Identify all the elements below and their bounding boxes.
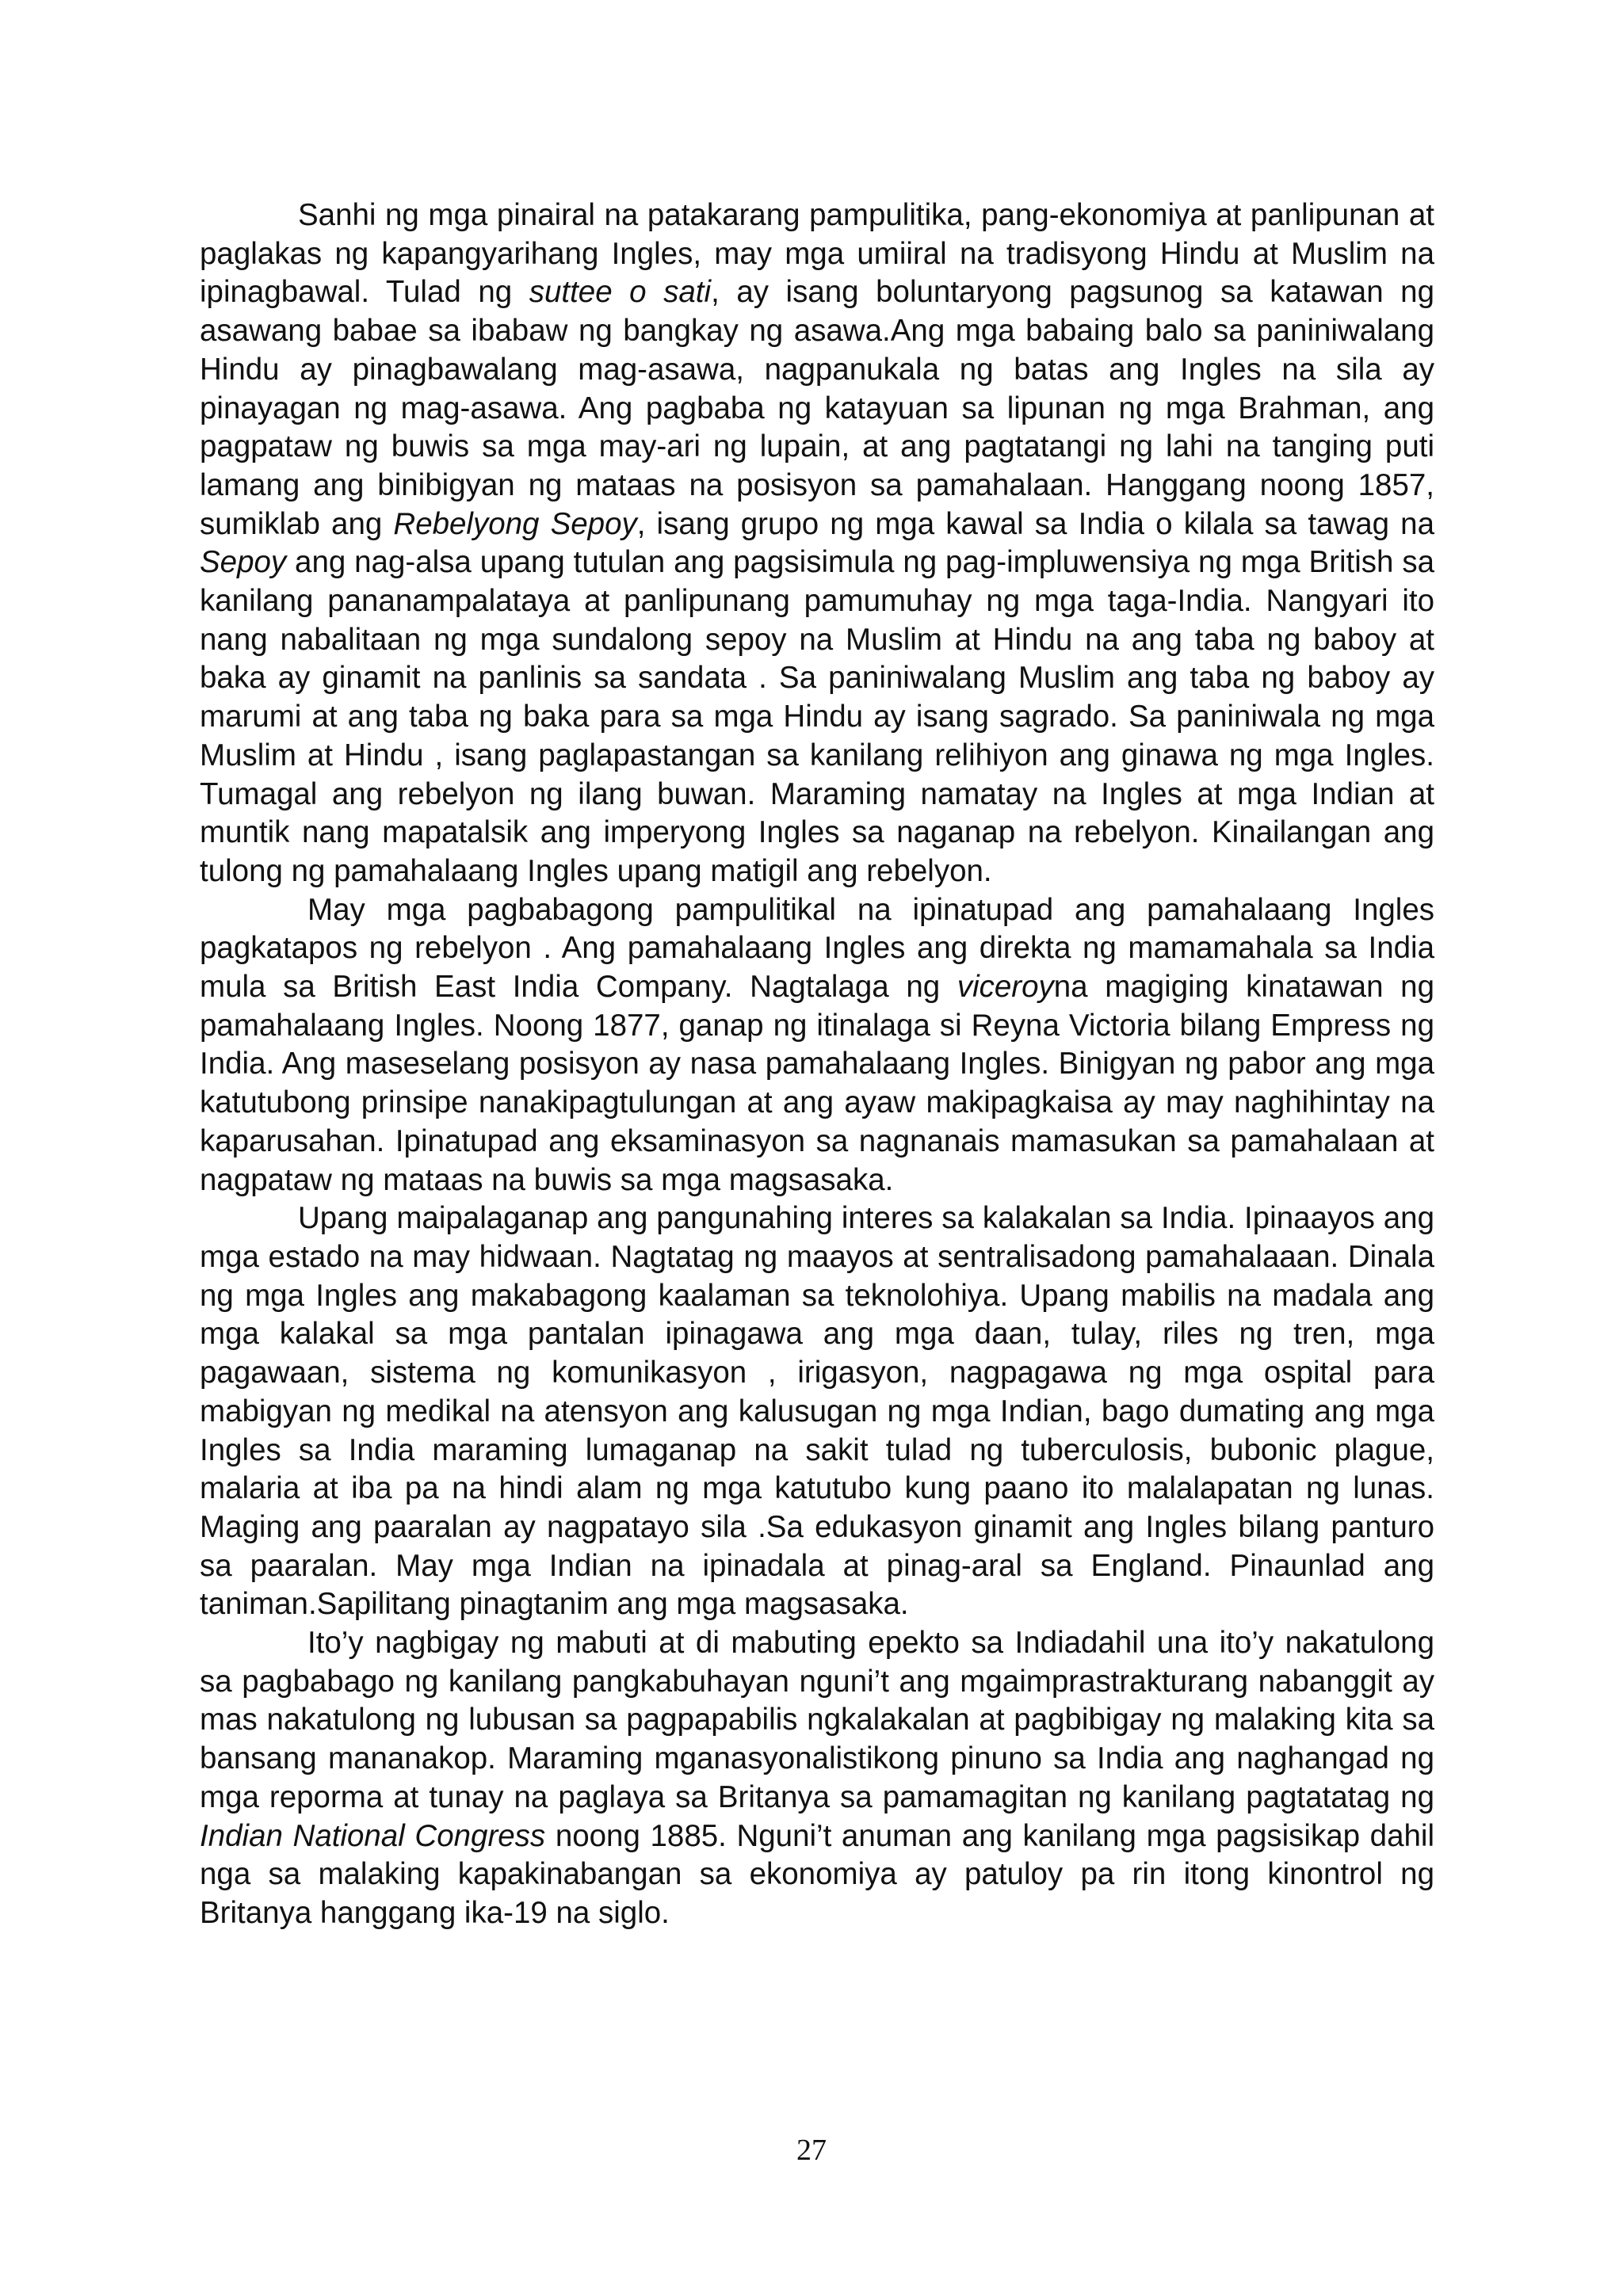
page-number: 27	[796, 2134, 827, 2167]
text-segment: Sanhi ng mga pinairal na patakarang pampulitika, pang-ekonomiya at panlipunan at paglakas ng kapangyarihang Ingles, may mga umiiral na tradisyong Hindu at Muslim na ipinagbawal. Tulad ng	[200, 198, 1434, 310]
text-segment: , ay isang boluntaryong pagsunog sa katawan ng asawang babae sa ibabaw ng bangkay ng asawa.Ang mga babaing balo sa paniniwalang Hindu ay pinagbawalang mag-asawa, nagpanukala ng batas ang Ingles na sila ay pinayagan ng mag-asawa. Ang pagbaba ng katayuan sa lipunan ng mga Brahman, ang pagpataw ng buwis sa mga may-ari ng lupain, at ang pagtatangi ng lahi na tanging puti lamang ang binibigyan ng mataas na posisyon sa pamahalaan. Hanggang noong 1857, sumiklab ang	[200, 275, 1435, 541]
text-segment: ang nag-alsa upang tutulan ang pagsisimula ng pag-impluwensiya ng mga British sa kanilang pananampalataya at panlipunang pamumuhay ng mga taga-India. Nangyari ito nang nabalitaan ng mga sundalong sepoy na Muslim at Hindu na ang taba ng baboy at baka ay ginamit na panlinis sa sandata . Sa paniniwalang Muslim ang taba ng baboy ay marumi at ang taba ng baka para sa mga Hindu ay isang sagrado. Sa paniniwala ng mga Muslim at Hindu , isang paglapastangan sa kanilang relihiyon ang ginawa ng mga Ingles. Tumagal ang rebelyon ng ilang buwan. Maraming namatay na Ingles at mga Indian at muntik nang mapatalsik ang imperyong Ingles sa naganap na rebelyon. Kinailangan ang tulong ng pamahalaang Ingles upang matigil ang rebelyon.	[200, 545, 1434, 888]
paragraph-2	[200, 891, 1434, 1200]
italic-term-suttee: suttee o sati	[529, 275, 712, 310]
text-segment: May mga pagbabagong pampulitikal na ipinatupad ang pamahalaang Ingles pagkatapos ng rebelyon . Ang pamahalaang Ingles ang direkta ng mamamahala sa India mula sa British East India Company. Nagtalaga ng	[200, 892, 1434, 1005]
text-segment: noong 1885. Nguni’t anuman ang kanilang mga pagsisikap dahil nga sa malaking kapakinabangan sa ekonomiya ay patuloy pa rin itong kinontrol ng Britanya hanggang ika-19 na siglo.	[200, 1818, 1434, 1930]
text-segment: , isang grupo ng mga kawal sa India o kilala sa tawag na	[636, 506, 1434, 541]
paragraph-4	[200, 1624, 1434, 1933]
document-body	[200, 196, 1434, 1933]
text-segment: Upang maipalaganap ang pangunahing interes sa kalakalan sa India. Ipinaayos ang mga estado na may hidwaan. Nagtatag ng maayos at sentralisadong pamahalaaan. Dinala ng mga Ingles ang makabagong kaalaman sa teknolohiya. Upang mabilis na madala ang mga kalakal sa mga pantalan ipinagawa ang mga daan, tulay, riles ng tren, mga pagawaan, sistema ng komunikasyon , irigasyon, nagpagawa ng mga ospital para mabigyan ng medikal na atensyon ang kalusugan ng mga Indian, bago dumating ang mga Ingles sa India maraming lumaganap na sakit tulad ng tuberculosis, bubonic plague, malaria at iba pa na hindi alam ng mga katutubo kung paano ito malalapatan ng lunas. Maging ang paaralan ay nagpatayo sila .Sa edukasyon ginamit ang Ingles bilang panturo sa paaralan. May mga Indian na ipinadala at pinag-aral sa England. Pinaunlad ang taniman.Sapilitang pinagtanim ang mga magsasaka.	[200, 1201, 1434, 1622]
italic-term-viceroy: viceroy	[957, 970, 1054, 1005]
text-segment: Ito’y nagbigay ng mabuti at di mabuting epekto sa Indiadahil una ito’y nakatulong sa pagbabago ng kanilang pangkabuhayan nguni’t ang mgaimprastrakturang nabanggit ay mas nakatulong ng lubusan sa pagpapabilis ngkalakalan at pagbibigay ng malaking kita sa bansang mananakop. Maraming mganasyonalistikong pinuno sa India ang naghangad ng mga reporma at tunay na paglaya sa Britanya sa pamamagitan ng kanilang pagtatatag ng	[200, 1626, 1434, 1814]
italic-term-indian-national-congress: Indian National Congress	[200, 1818, 546, 1853]
paragraph-1	[200, 196, 1434, 891]
italic-term-rebelyong-sepoy: Rebelyong Sepoy	[393, 506, 637, 541]
text-segment: na magiging kinatawan ng pamahalaang Ingles. Noong 1877, ganap ng itinalaga si Reyna Victoria bilang Empress ng India. Ang maseselang posisyon ay nasa pamahalaang Ingles. Binigyan ng pabor ang mga katutubong prinsipe nanakipagtulungan at ang ayaw makipagkaisa ay may naghihintay na kaparusahan. Ipinatupad ang eksaminasyon sa nagnanais mamasukan sa pamahalaan at nagpataw ng mataas na buwis sa mga magsasaka.	[200, 970, 1434, 1197]
italic-term-sepoy: Sepoy	[200, 545, 287, 580]
paragraph-3	[200, 1199, 1434, 1624]
